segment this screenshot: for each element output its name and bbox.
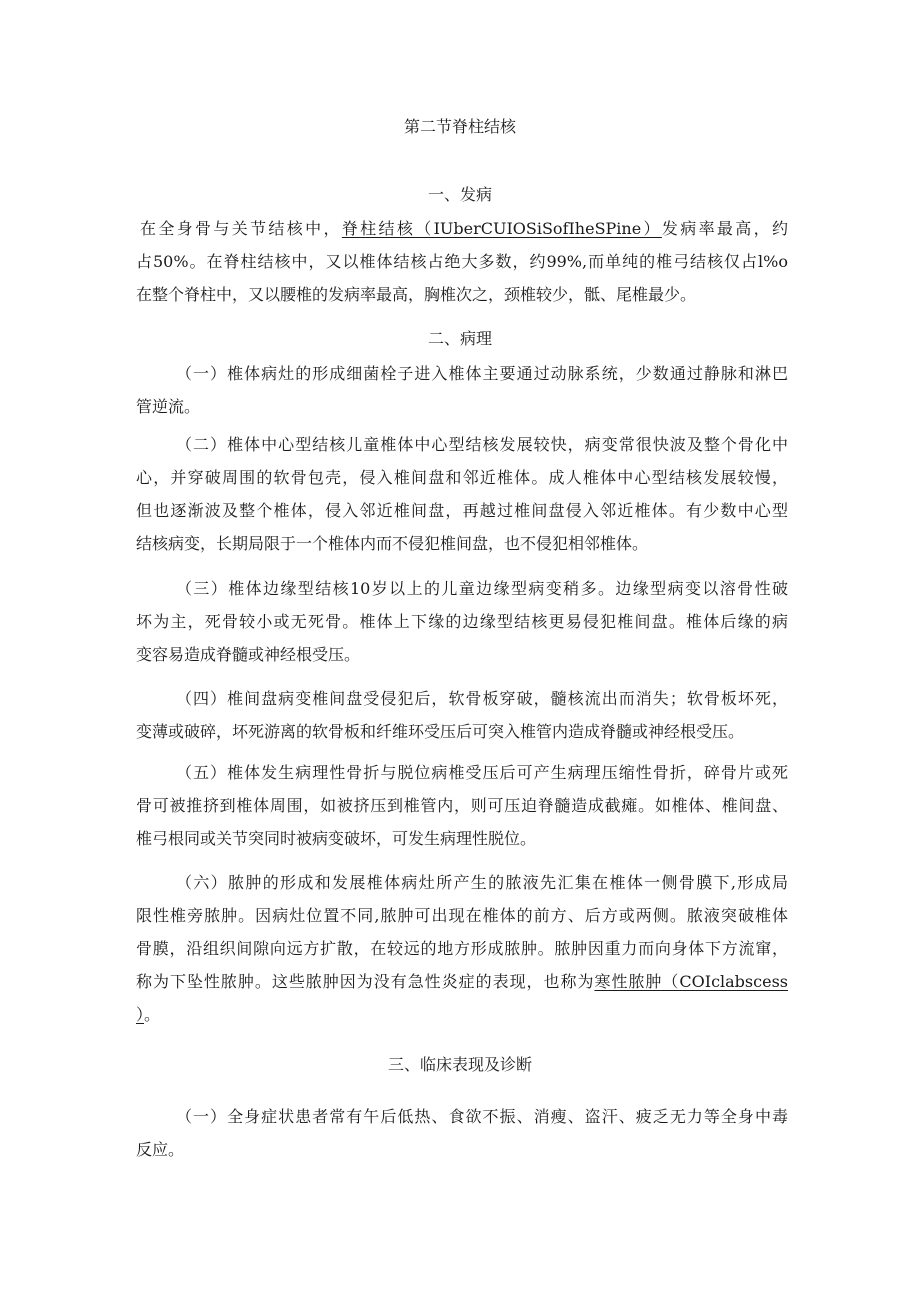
text-line: 但也逐渐波及整个椎体，侵入邻近椎间盘，再越过椎间盘侵入邻近椎体。有少数中心型: [136, 501, 788, 520]
text-span: 在全身骨与关节结核中，: [140, 219, 342, 238]
text-line: （五）椎体发生病理性骨折与脱位病椎受压后可产生病理压缩性骨折，碎骨片或死: [176, 763, 788, 782]
text-line: 变容易造成脊髓或神经根受压。: [136, 645, 361, 664]
text-line: 坏为主，死骨较小或无死骨。椎体上下缘的边缘型结核更易侵犯椎间盘。椎体后缘的病: [136, 612, 788, 631]
paragraph-onset: [136, 212, 788, 311]
text-line: 反应。: [136, 1140, 185, 1159]
page-title: 第二节脊柱结核: [403, 117, 516, 136]
term-link: 脊柱结核（IUberCUIOSiSofIheSPine）: [341, 219, 662, 238]
text-line: 骨可被推挤到椎体周围，如被挤压到椎管内，则可压迫脊髓造成截瘫。如椎体、椎间盘、: [136, 796, 788, 815]
text-line: （三）椎体边缘型结核10岁以上的儿童边缘型病变稍多。边缘型病变以溶骨性破: [176, 579, 788, 598]
text-line: 限性椎旁脓肿。因病灶位置不同,脓肿可出现在椎体的前方、后方或两侧。脓液突破椎体: [136, 906, 788, 925]
text-line: 占50%。在脊柱结核中，又以椎体结核占绝大多数，约99%,而单纯的椎弓结核仅占l%o: [136, 252, 788, 271]
term-link: ）: [136, 1005, 145, 1024]
text-line: （一）椎体病灶的形成细菌栓子进入椎体主要通过动脉系统，少数通过静脉和淋巴: [176, 364, 788, 383]
paragraph-pathology-3: [136, 572, 788, 671]
text-line: 椎弓根同或关节突同时被病变破坏，可发生病理性脱位。: [136, 829, 537, 848]
text-line: 在整个脊柱中，又以腰椎的发病率最高，胸椎次之，颈椎较少，骶、尾椎最少。: [136, 285, 697, 304]
section-heading-clinical: 三、临床表现及诊断: [387, 1055, 532, 1074]
paragraph-clinical-1: [136, 1100, 788, 1166]
text-span: 称为下坠性脓肿。这些脓肿因为没有急性炎症的表现，也称为: [136, 972, 595, 991]
text-line: （一）全身症状患者常有午后低热、食欲不振、消瘦、盗汗、疲乏无力等全身中毒: [176, 1107, 788, 1126]
section-heading-onset: 一、发病: [427, 185, 492, 204]
text-span: 发病率最高，约: [661, 219, 788, 238]
text-line: 变薄或破碎，坏死游离的软骨板和纤维环受压后可突入椎管内造成脊髓或神经根受压。: [136, 722, 745, 741]
paragraph-pathology-5: [136, 756, 788, 855]
text-line: （六）脓肿的形成和发展椎体病灶所产生的脓液先汇集在椎体一侧骨膜下,形成局: [176, 873, 788, 892]
text-line: （二）椎体中心型结核儿童椎体中心型结核发展较快，病变常很快波及整个骨化中: [176, 435, 788, 454]
text-line: [136, 998, 788, 1031]
text-line: 管逆流。: [136, 397, 201, 416]
paragraph-pathology-2: [136, 428, 788, 560]
text-line: 结核病变，长期局限于一个椎体内而不侵犯椎间盘，也不侵犯相邻椎体。: [136, 534, 649, 553]
paragraph-pathology-1: [136, 357, 788, 423]
paragraph-pathology-6: [136, 866, 788, 1031]
section-heading-pathology: 二、病理: [427, 329, 492, 348]
term-link: 寒性脓肿（COIclabscess: [594, 972, 788, 991]
text-line: [136, 212, 788, 245]
text-line: 心，并穿破周围的软骨包壳，侵入椎间盘和邻近椎体。成人椎体中心型结核发展较慢，: [136, 468, 788, 487]
text-line: 骨膜，沿组织间隙向远方扩散，在较远的地方形成脓肿。脓肿因重力而向身体下方流窜，: [136, 939, 788, 958]
text-line: [136, 965, 788, 998]
paragraph-pathology-4: [136, 682, 788, 748]
text-line: （四）椎间盘病变椎间盘受侵犯后，软骨板穿破，髓核流出而消失；软骨板坏死，: [176, 689, 788, 708]
text-span: 。: [144, 1005, 161, 1024]
